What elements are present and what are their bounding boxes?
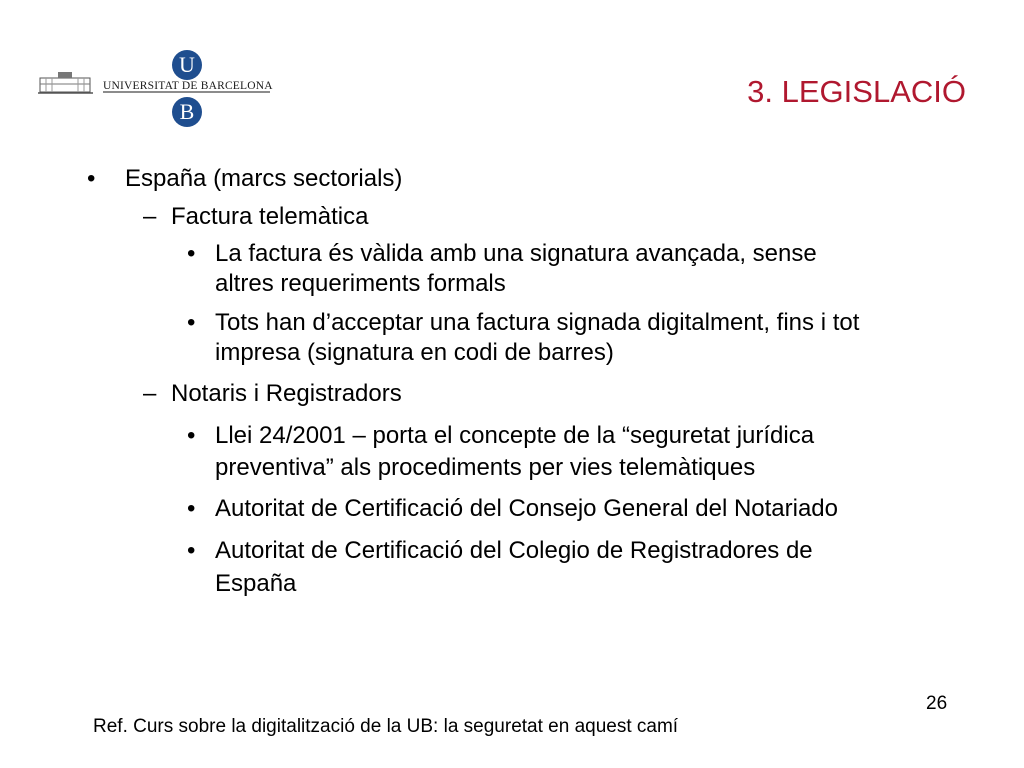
dash-marker: – <box>143 380 157 407</box>
list-item-line: altres requeriments formals <box>215 270 506 297</box>
logo-text: UNIVERSITAT DE BARCELONA <box>103 80 273 92</box>
bullet-marker: • <box>187 495 196 522</box>
page-number: 26 <box>926 693 948 714</box>
list-item-line: Llei 24/2001 – porta el concepte de la “seguretat jurídica <box>215 422 815 449</box>
list-item-line: Autoritat de Certificació del Colegio de Registradores de <box>215 537 813 564</box>
dash-marker: – <box>143 203 157 230</box>
section1-heading: Factura telemàtica <box>171 203 369 230</box>
logo-letter-b: B <box>172 97 202 127</box>
list-item-line: La factura és vàlida amb una signatura avançada, sense <box>215 240 817 267</box>
list-item-line: Autoritat de Certificació del Consejo General del Notariado <box>215 495 839 522</box>
list-item-line: impresa (signatura en codi de barres) <box>215 339 614 366</box>
university-logo <box>38 44 288 130</box>
list-item-line: España <box>215 570 297 597</box>
bullet-marker: • <box>187 240 196 267</box>
bullet-marker: • <box>187 537 196 564</box>
level1-text: España (marcs sectorials) <box>125 165 403 192</box>
logo-letter-u: U <box>172 50 202 80</box>
list-item-line: preventiva” als procediments per vies telemàtiques <box>215 454 756 481</box>
bullet-marker: • <box>187 422 196 449</box>
footer-reference: Ref. Curs sobre la digitalització de la UB: la seguretat en aquest camí <box>93 716 679 737</box>
bullet-marker: • <box>87 165 96 192</box>
slide-title: 3. LEGISLACIÓ <box>747 74 966 109</box>
bullet-marker: • <box>187 309 196 336</box>
section2-heading: Notaris i Registradors <box>171 380 402 407</box>
list-item-line: Tots han d’acceptar una factura signada digitalment, fins i tot <box>215 309 860 336</box>
